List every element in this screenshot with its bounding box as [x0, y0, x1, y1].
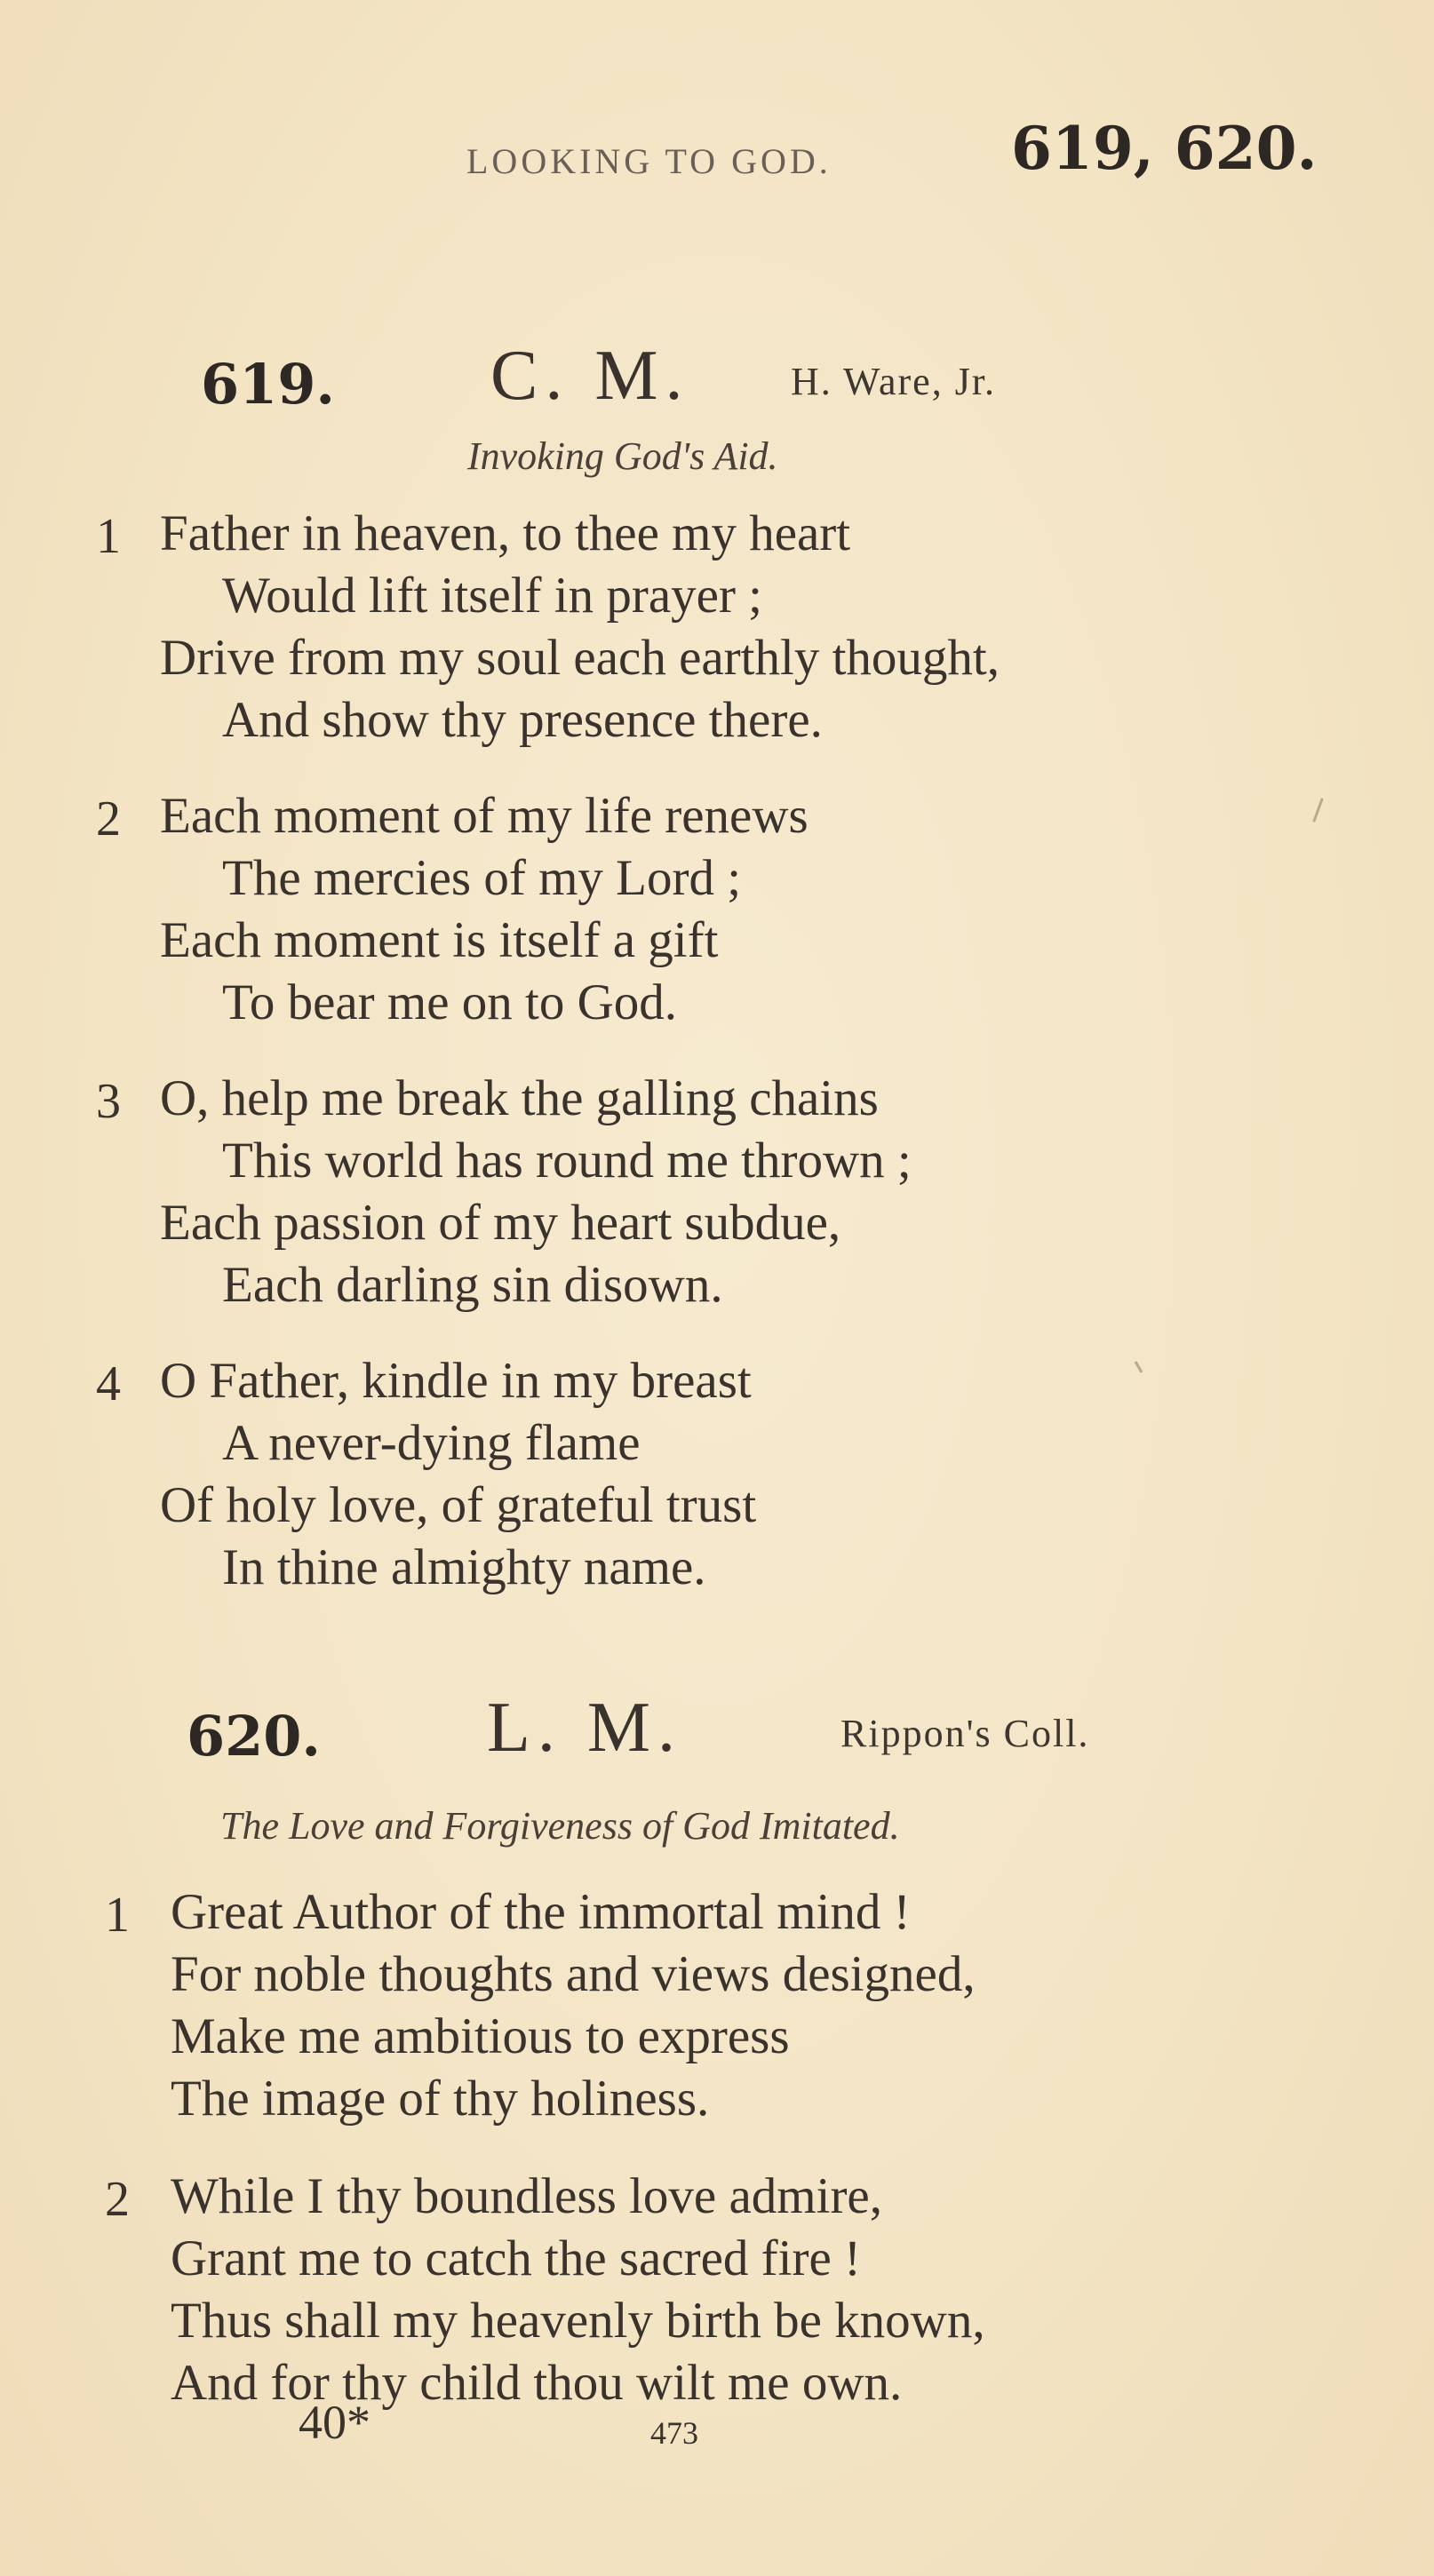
verse-number: 2	[105, 2172, 130, 2227]
verse-line: O Father, kindle in my breast	[160, 1353, 752, 1409]
verse-line: And for thy child thou wilt me own.	[171, 2355, 903, 2411]
verse-number: 1	[96, 509, 121, 564]
paper-mark	[1312, 798, 1323, 822]
verse-number: 2	[96, 791, 121, 847]
verse-line: The image of thy holiness.	[171, 2071, 710, 2127]
signature-mark: 40*	[299, 2396, 370, 2449]
verse-line: To bear me on to God.	[222, 974, 678, 1030]
hymn-number: 620.	[187, 1704, 322, 1769]
verse-line: And show thy presence there.	[222, 692, 823, 748]
verse-line: Each moment of my life renews	[160, 788, 809, 844]
hymn-number: 619.	[201, 352, 336, 417]
verse-line: Of holy love, of grateful trust	[160, 1477, 757, 1533]
verse-line: The mercies of my Lord ;	[222, 850, 742, 906]
hymn-meter: C. M.	[490, 337, 690, 415]
verse-number: 3	[96, 1074, 121, 1129]
verse-line: While I thy boundless love admire,	[171, 2168, 882, 2224]
paper-mark	[1135, 1361, 1143, 1373]
verse-line: Thus shall my heavenly birth be known,	[171, 2293, 985, 2349]
verse-line: Father in heaven, to thee my heart	[160, 505, 851, 561]
verse-line: For noble thoughts and views designed,	[171, 1946, 976, 2002]
verse-line: Each moment is itself a gift	[160, 912, 719, 968]
verse-line: O, help me break the galling chains	[160, 1070, 879, 1126]
verse-line: This world has round me thrown ;	[222, 1133, 912, 1189]
hymn-meter: L. M.	[487, 1689, 682, 1767]
running-title: LOOKING TO GOD.	[466, 141, 832, 181]
verse-number: 1	[105, 1888, 130, 1943]
hymn-subtitle: Invoking God's Aid.	[467, 434, 778, 478]
page-number: 473	[650, 2415, 698, 2451]
hymn-author: H. Ware, Jr.	[791, 360, 997, 403]
verse-line: Great Author of the immortal mind !	[171, 1884, 911, 1940]
verse-line: In thine almighty name.	[222, 1539, 706, 1595]
hymn-author: Rippon's Coll.	[840, 1712, 1090, 1755]
verse-line: A never-dying flame	[222, 1415, 641, 1471]
page-hymn-numbers: 619, 620.	[1011, 114, 1318, 183]
verse-line: Each darling sin disown.	[222, 1257, 723, 1313]
verse-line: Grant me to catch the sacred fire !	[171, 2230, 862, 2286]
hymn-subtitle: The Love and Forgiveness of God Imitated.	[220, 1804, 900, 1848]
verse-line: Make me ambitious to express	[171, 2008, 790, 2064]
verse-line: Each passion of my heart subdue,	[160, 1195, 841, 1251]
verse-line: Would lift itself in prayer ;	[222, 568, 763, 624]
verse-number: 4	[96, 1356, 121, 1411]
verse-line: Drive from my soul each earthly thought,	[160, 630, 1000, 686]
